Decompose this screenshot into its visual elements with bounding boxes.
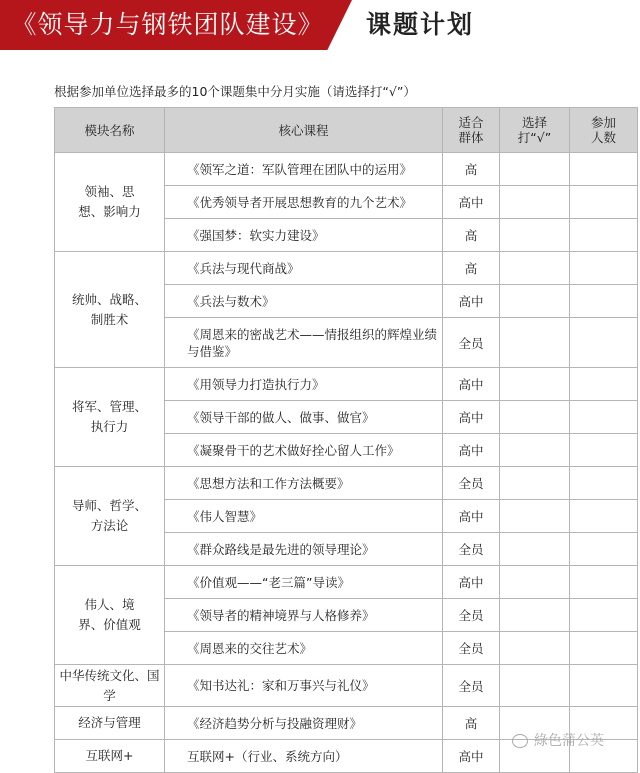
course-title: 《群众路线是最先进的领导理论》 xyxy=(187,541,375,557)
select-checkbox-cell[interactable] xyxy=(500,153,570,186)
select-checkbox-cell[interactable] xyxy=(500,533,570,566)
course-title: 《领导干部的做人、做事、做官》 xyxy=(187,409,375,425)
module-name: 中华传统文化、国学 xyxy=(59,667,160,703)
audience-cell: 全员 xyxy=(443,318,500,368)
audience-cell: 高 xyxy=(443,219,500,252)
module-name: 领袖、思想、影响力 xyxy=(78,184,141,219)
attendees-input-cell[interactable] xyxy=(570,599,638,632)
module-name-cell xyxy=(55,740,165,773)
audience-cell: 高 xyxy=(443,153,500,186)
module-name: 统帅、战略、制胜术 xyxy=(71,291,147,327)
select-checkbox-cell[interactable] xyxy=(500,401,570,434)
module-name: 经济与管理 xyxy=(78,715,141,730)
column-header-audience: 适合群体 xyxy=(443,108,500,153)
module-name-cell xyxy=(55,368,165,467)
banner-title: 《领导力与钢铁团队建设》 xyxy=(11,10,324,39)
select-checkbox-cell[interactable] xyxy=(500,186,570,219)
table-row xyxy=(55,467,638,500)
course-title: 《兵法与现代商战》 xyxy=(187,260,300,276)
select-checkbox-cell[interactable] xyxy=(500,500,570,533)
audience-cell: 高中 xyxy=(443,285,500,318)
column-header-course: 核心课程 xyxy=(165,108,443,153)
table-row xyxy=(55,368,638,401)
audience-cell: 全员 xyxy=(443,467,500,500)
attendees-input-cell[interactable] xyxy=(570,252,638,285)
attendees-input-cell[interactable] xyxy=(570,285,638,318)
course-title-cell xyxy=(165,632,443,665)
module-name-cell xyxy=(55,665,165,707)
course-title-cell xyxy=(165,368,443,401)
page-title: 课题计划 xyxy=(366,10,475,39)
audience-cell: 高中 xyxy=(443,186,500,219)
select-checkbox-cell[interactable] xyxy=(500,318,570,368)
course-title: 《经济趋势分析与投融资理财》 xyxy=(187,715,363,731)
select-checkbox-cell[interactable] xyxy=(500,566,570,599)
course-title: 《领导者的精神境界与人格修养》 xyxy=(187,607,375,623)
course-plan-table xyxy=(54,107,638,773)
audience-cell: 高中 xyxy=(443,434,500,467)
attendees-input-cell[interactable] xyxy=(570,186,638,219)
select-checkbox-cell[interactable] xyxy=(500,285,570,318)
select-checkbox-cell[interactable] xyxy=(500,599,570,632)
course-title-cell xyxy=(165,219,443,252)
audience-cell: 全员 xyxy=(443,665,500,707)
audience-cell: 全员 xyxy=(443,632,500,665)
audience-cell: 高中 xyxy=(443,566,500,599)
module-name-cell xyxy=(55,252,165,368)
attendees-input-cell[interactable] xyxy=(570,500,638,533)
course-title: 《强国梦：软实力建设》 xyxy=(187,227,325,243)
attendees-input-cell[interactable] xyxy=(570,665,638,707)
attendees-input-cell[interactable] xyxy=(570,467,638,500)
audience-cell: 高中 xyxy=(443,500,500,533)
course-title: 《兵法与数术》 xyxy=(187,293,275,309)
audience-cell: 全员 xyxy=(443,599,500,632)
table-header-row xyxy=(55,108,638,153)
watermark-text: 綠色蒲公英 xyxy=(534,733,604,749)
course-title: 《领军之道：军队管理在团队中的运用》 xyxy=(187,161,413,177)
attendees-input-cell[interactable] xyxy=(570,153,638,186)
select-checkbox-cell[interactable] xyxy=(500,632,570,665)
attendees-input-cell[interactable] xyxy=(570,368,638,401)
course-title: 《价值观——“老三篇”导读》 xyxy=(187,574,350,590)
select-checkbox-cell[interactable] xyxy=(500,434,570,467)
module-name-cell xyxy=(55,707,165,740)
module-name-cell xyxy=(55,467,165,566)
attendees-input-cell[interactable] xyxy=(570,533,638,566)
audience-cell: 高 xyxy=(443,707,500,740)
module-name: 将军、管理、执行力 xyxy=(71,399,147,434)
attendees-input-cell[interactable] xyxy=(570,632,638,665)
table-row xyxy=(55,252,638,285)
course-title-cell xyxy=(165,186,443,219)
attendees-input-cell[interactable] xyxy=(570,566,638,599)
audience-cell: 高 xyxy=(443,252,500,285)
course-title: 《优秀领导者开展思想教育的九个艺术》 xyxy=(187,194,413,210)
select-checkbox-cell[interactable] xyxy=(500,219,570,252)
course-title-cell xyxy=(165,434,443,467)
course-title-cell xyxy=(165,252,443,285)
select-checkbox-cell[interactable] xyxy=(500,467,570,500)
course-title-cell xyxy=(165,566,443,599)
select-checkbox-cell[interactable] xyxy=(500,252,570,285)
watermark xyxy=(512,730,604,750)
course-title: 《伟人智慧》 xyxy=(187,508,263,524)
course-title: 《用领导力打造执行力》 xyxy=(187,376,325,392)
column-header-select: 选择打“√” xyxy=(500,108,570,153)
attendees-input-cell[interactable] xyxy=(570,434,638,467)
course-title-cell xyxy=(165,740,443,773)
course-title-cell xyxy=(165,401,443,434)
column-header-module: 模块名称 xyxy=(55,108,165,153)
course-title: 互联网+（行业、系统方向） xyxy=(187,748,348,764)
course-title-cell xyxy=(165,467,443,500)
attendees-input-cell[interactable] xyxy=(570,318,638,368)
column-header-attendees: 参加人数 xyxy=(570,108,638,153)
course-title-cell xyxy=(165,665,443,707)
module-name: 互联网+ xyxy=(85,748,134,763)
table-body xyxy=(55,153,638,773)
course-title: 《周恩来的密战艺术——情报组织的辉煌业绩与借鉴》 xyxy=(187,326,438,359)
table-row xyxy=(55,665,638,707)
course-title-cell xyxy=(165,285,443,318)
audience-cell: 高中 xyxy=(443,368,500,401)
header xyxy=(0,0,640,52)
course-title: 《周恩来的交往艺术》 xyxy=(187,640,313,656)
wechat-icon xyxy=(512,734,528,748)
audience-cell: 高中 xyxy=(443,740,500,773)
course-title-cell xyxy=(165,533,443,566)
audience-cell: 全员 xyxy=(443,533,500,566)
course-title-cell xyxy=(165,153,443,186)
select-checkbox-cell[interactable] xyxy=(500,368,570,401)
attendees-input-cell[interactable] xyxy=(570,219,638,252)
module-name-cell xyxy=(55,566,165,665)
course-title-cell xyxy=(165,599,443,632)
course-title: 《知书达礼：家和万事兴与礼仪》 xyxy=(187,678,375,693)
table-row xyxy=(55,153,638,186)
table-row xyxy=(55,566,638,599)
audience-cell: 高中 xyxy=(443,401,500,434)
select-checkbox-cell[interactable] xyxy=(500,665,570,707)
module-name: 导师、哲学、方法论 xyxy=(71,498,147,533)
instruction-text: 根据参加单位选择最多的10个课题集中分月实施（请选择打“√”） xyxy=(54,84,416,99)
module-name-cell xyxy=(55,153,165,252)
attendees-input-cell[interactable] xyxy=(570,401,638,434)
module-name: 伟人、境界、价值观 xyxy=(78,597,141,632)
course-title-cell xyxy=(165,500,443,533)
course-title-cell xyxy=(165,707,443,740)
course-title: 《思想方法和工作方法概要》 xyxy=(187,475,350,491)
course-title: 《凝聚骨干的艺术做好拴心留人工作》 xyxy=(187,442,400,458)
course-title-cell xyxy=(165,318,443,368)
